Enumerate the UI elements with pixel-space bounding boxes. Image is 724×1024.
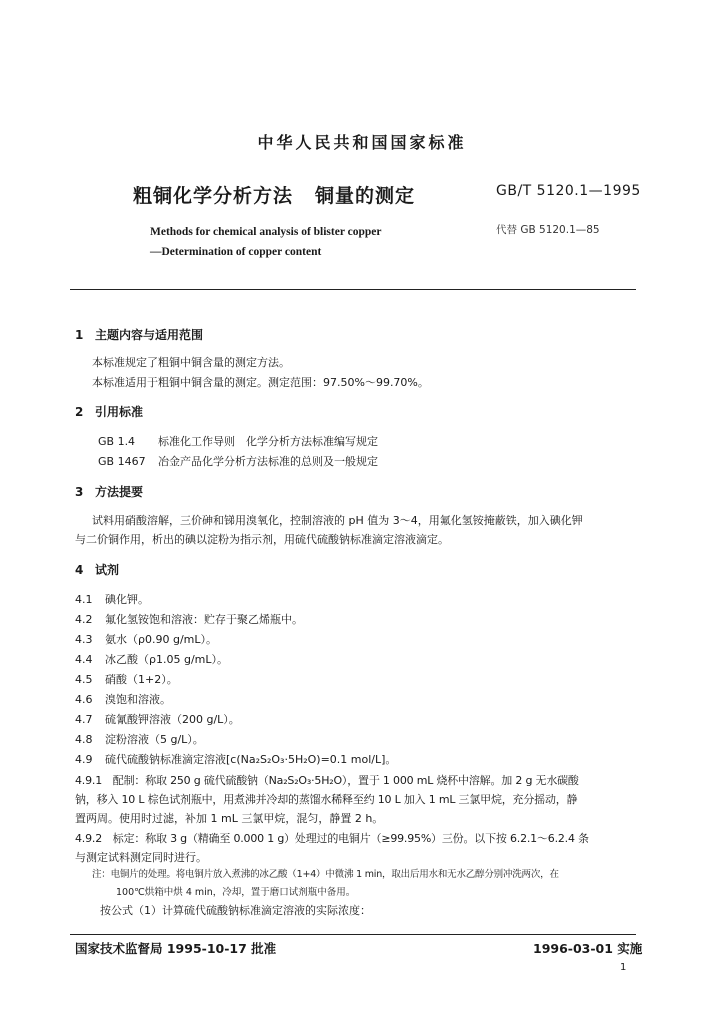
section-4-title: 试剂: [95, 563, 120, 577]
chinese-title-part1: 粗铜化学分析方法: [133, 185, 294, 207]
section-1-title: 主题内容与适用范围: [95, 328, 204, 342]
reagent-item: [75, 691, 171, 707]
english-title-line2: —Determination of copper content: [150, 246, 322, 258]
reagent-item: [75, 711, 240, 727]
approval-date: 国家技术监督局 1995-10-17 批准: [75, 941, 277, 956]
section-2-heading: [75, 403, 143, 420]
section-3-line-2: 与二价铜作用，析出的碘以淀粉为指示剂，用硫代硫酸钠标准滴定溶液滴定。: [75, 533, 449, 546]
section-1-number: 1: [75, 328, 84, 342]
header-divider: [70, 289, 636, 290]
note-line-1: 注：电铜片的处理。将电铜片放入煮沸的冰乙酸（1+4）中微沸 1 min，取出后用水和无水乙醇分别冲洗两次，在: [92, 869, 559, 880]
section-1-heading: [75, 326, 203, 343]
preparation-line-1: 4.9.1 配制：称取 250 g 硫代硫酸钠（Na₂S₂O₃·5H₂O），置于 1 000 mL 烧杯中溶解。加 2 g 无水碳酸: [75, 774, 579, 787]
standardization-line-1: 4.9.2 标定：称取 3 g（精确至 0.000 1 g）处理过的电铜片（≥99.95%）三份。以下按 6.2.1～6.2.4 条: [75, 832, 589, 845]
reagent-text: 溴饱和溶液。: [105, 693, 171, 706]
reagent-number: 4.9: [75, 753, 93, 766]
reagent-number: 4.3: [75, 633, 93, 646]
section-2-title: 引用标准: [95, 405, 144, 419]
reference-code: GB 1467: [98, 455, 146, 468]
preparation-line-2: 钠，移入 10 L 棕色试剂瓶中，用煮沸并冷却的蒸馏水稀释至约 10 L 加入 1 mL 三氯甲烷，充分摇动，静: [75, 793, 578, 806]
reagent-item: [75, 731, 204, 747]
section-3-line-1: 试料用硝酸溶解，三价砷和锑用溴氧化，控制溶液的 pH 值为 3～4，用氟化氢铵掩蔽铁，加入碘化钾: [92, 514, 583, 527]
section-3-number: 3: [75, 485, 84, 499]
reagent-item: [75, 591, 149, 607]
english-title: [150, 222, 381, 262]
replaces-standard: 代替 GB 5120.1—85: [496, 224, 600, 236]
reagent-item: [75, 631, 217, 647]
section-4-heading: [75, 561, 119, 578]
reagent-text: 硝酸（1+2）。: [105, 673, 178, 686]
reagent-number: 4.4: [75, 653, 93, 666]
effective-date: 1996-03-01 实施: [533, 941, 643, 956]
english-title-line1: Methods for chemical analysis of blister copper: [150, 226, 382, 238]
reagent-text: 硫氰酸钾溶液（200 g/L）。: [105, 713, 240, 726]
page-number: 1: [620, 962, 627, 973]
section-2-number: 2: [75, 405, 84, 419]
section-3-title: 方法提要: [95, 485, 144, 499]
reagent-text: 冰乙酸（ρ1.05 g/mL）。: [105, 653, 229, 666]
section-1-paragraph-2: 本标准适用于粗铜中铜含量的测定。测定范围：97.50%～99.70%。: [92, 376, 429, 389]
reagent-number: 4.7: [75, 713, 93, 726]
reagent-text: 淀粉溶液（5 g/L）。: [105, 733, 204, 746]
standardization-line-2: 与测定试料测定同时进行。: [75, 851, 207, 864]
reference-title: 标准化工作导则 化学分析方法标准编写规定: [158, 435, 378, 448]
issuing-organization: 中华人民共和国国家标准: [257, 133, 467, 152]
section-4-number: 4: [75, 563, 84, 577]
reagent-item: [75, 611, 303, 627]
reagent-number: 4.5: [75, 673, 93, 686]
reagent-number: 4.1: [75, 593, 93, 606]
reagent-item: [75, 651, 228, 667]
reagent-number: 4.6: [75, 693, 93, 706]
reagent-text: 氨水（ρ0.90 g/mL）。: [105, 633, 218, 646]
preparation-line-3: 置两周。使用时过滤，补加 1 mL 三氯甲烷，混匀，静置 2 h。: [75, 812, 384, 825]
reagent-item: [75, 671, 178, 687]
footer-divider: [70, 934, 636, 935]
chinese-title-part2: 铜量的测定: [315, 185, 416, 207]
section-3-heading: [75, 483, 143, 500]
section-1-paragraph-1: 本标准规定了粗铜中铜含量的测定方法。: [92, 356, 290, 369]
reagent-text: 碘化钾。: [105, 593, 149, 606]
note-line-2: 100℃烘箱中烘 4 min，冷却，置于磨口试剂瓶中备用。: [116, 887, 356, 898]
standard-number: GB/T 5120.1—1995: [496, 183, 641, 199]
chinese-title: [133, 181, 415, 208]
reagent-text: 硫代硫酸钠标准滴定溶液[c(Na₂S₂O₃·5H₂O)=0.1 mol/L]。: [105, 753, 397, 766]
reference-title: 冶金产品化学分析方法标准的总则及一般规定: [158, 455, 378, 468]
reagent-number: 4.8: [75, 733, 93, 746]
reagent-item: [75, 751, 396, 767]
reagent-number: 4.2: [75, 613, 93, 626]
reference-item: [98, 433, 378, 449]
reagent-text: 氟化氢铵饱和溶液：贮存于聚乙烯瓶中。: [105, 613, 303, 626]
reference-item: [98, 453, 378, 469]
reference-code: GB 1.4: [98, 435, 136, 448]
formula-intro: 按公式（1）计算硫代硫酸钠标准滴定溶液的实际浓度：: [100, 904, 371, 917]
